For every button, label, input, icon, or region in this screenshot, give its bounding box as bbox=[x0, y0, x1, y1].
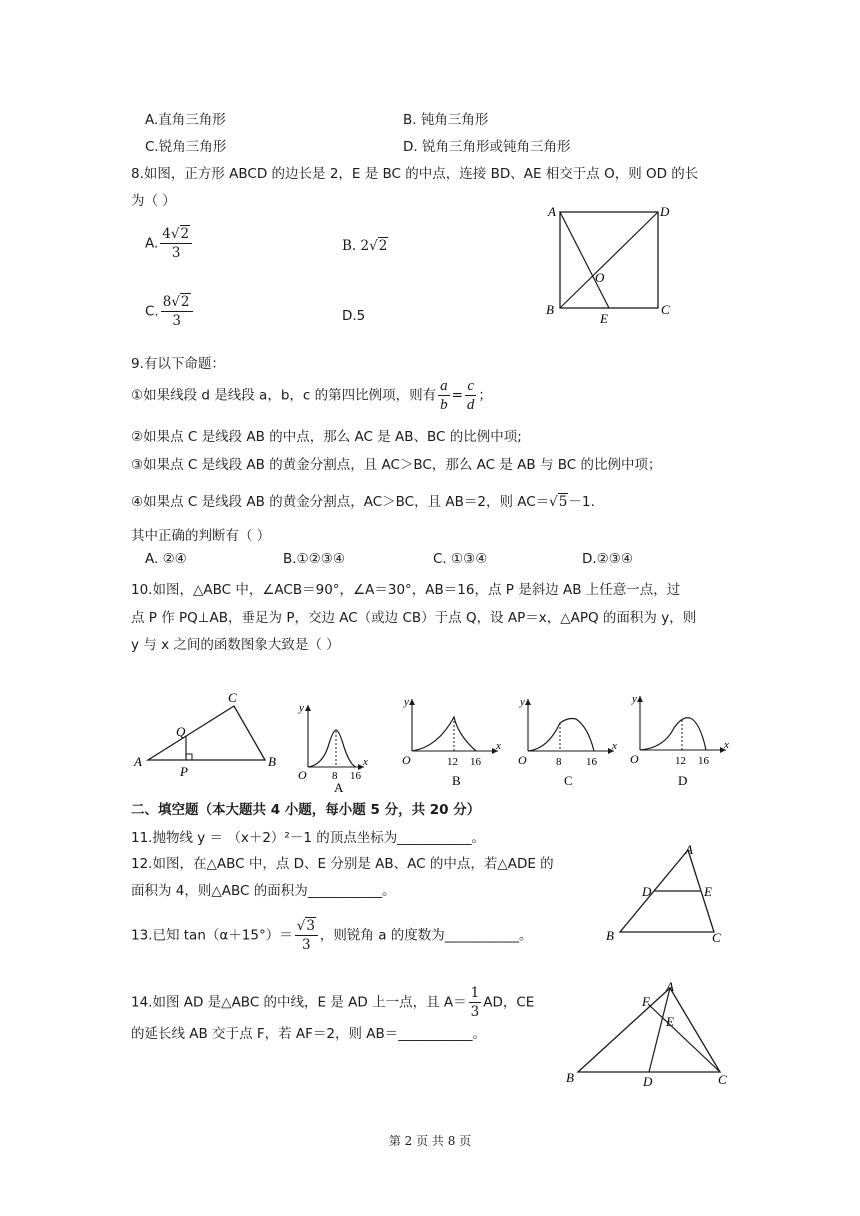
q12-label-e: E bbox=[704, 884, 712, 899]
q10-graph-d-label: D bbox=[678, 773, 688, 788]
q9-statement-1: ①如果线段 d 是线段 a，b，c 的第四比例项，则有 $\frac{a}{b}$ = $\frac{c}{d}$ ； bbox=[131, 378, 492, 413]
q8-label-e: E bbox=[600, 311, 608, 325]
q10-graph-b-y: y bbox=[404, 696, 409, 708]
q10-triangle-figure bbox=[130, 690, 280, 780]
q8-label-a: A bbox=[548, 204, 556, 219]
q12-label-d: D bbox=[642, 884, 652, 899]
q14-line1: 14.如图 AD 是△ABC 的中线，E 是 AD 上一点，且 A＝ $\frac{1}{3}$ AD，CE bbox=[131, 985, 535, 1020]
q10-tri-label-p: P bbox=[180, 764, 188, 779]
q7-option-a: A.直角三角形 bbox=[145, 112, 226, 128]
q12-label-a: A bbox=[685, 842, 693, 857]
q8-label-o: O bbox=[595, 270, 605, 285]
q14-label-d: D bbox=[643, 1074, 653, 1089]
q8-option-d: D.5 bbox=[342, 308, 366, 324]
q10-graph-d-tick1: 12 bbox=[675, 755, 686, 767]
q10-graph-c-label: C bbox=[564, 773, 573, 788]
q9-question: 其中正确的判断有（ ） bbox=[131, 528, 271, 544]
q10-graph-b-x: x bbox=[496, 740, 501, 752]
q9-option-d: D.②③④ bbox=[582, 551, 633, 567]
q10-graph-d-origin: O bbox=[630, 752, 639, 766]
q10-graph-b bbox=[398, 695, 508, 795]
q9-option-a: A. ②④ bbox=[145, 551, 187, 567]
q10-graph-b-tick1: 12 bbox=[447, 756, 458, 768]
q9-option-c: C. ①③④ bbox=[433, 551, 488, 567]
q14-label-f: F bbox=[642, 994, 650, 1009]
q14-label-e: E bbox=[666, 1014, 674, 1029]
q12-triangle-figure bbox=[600, 840, 730, 950]
q8-option-a: A. $\frac{4√2}{3}$ bbox=[145, 226, 194, 261]
q10-graph-d-tick2: 16 bbox=[698, 755, 709, 767]
q8-option-c: C. $\frac{8√2}{3}$ bbox=[145, 294, 195, 329]
q10-graph-a-y: y bbox=[299, 702, 304, 714]
q14-triangle-figure bbox=[560, 978, 730, 1090]
q12-line1: 12.如图，在△ABC 中，点 D、E 分别是 AB、AC 的中点，若△ADE 的 bbox=[131, 856, 554, 872]
q10-graph-c bbox=[514, 695, 624, 795]
q8-line2: 为（ ） bbox=[131, 193, 176, 209]
q10-graph-c-tick1: 8 bbox=[556, 756, 562, 768]
q10-graph-a-tick1: 8 bbox=[332, 770, 338, 782]
q7-option-d: D. 锐角三角形或钝角三角形 bbox=[403, 139, 571, 155]
q8-square-figure bbox=[540, 200, 680, 325]
q12-label-c: C bbox=[712, 930, 721, 945]
q10-graph-a-x: x bbox=[363, 756, 368, 768]
q10-line3: y 与 x 之间的函数图象大致是（ ） bbox=[131, 637, 340, 653]
q7-option-c: C.锐角三角形 bbox=[145, 139, 227, 155]
q10-graph-b-tick2: 16 bbox=[470, 756, 481, 768]
q14-label-c: C bbox=[718, 1072, 727, 1087]
q7-option-b: B. 钝角三角形 bbox=[403, 112, 489, 128]
q10-graph-d-y: y bbox=[632, 693, 637, 705]
q10-graph-b-label: B bbox=[452, 773, 461, 788]
q10-graph-a-label: A bbox=[334, 780, 344, 795]
q10-graph-c-tick2: 16 bbox=[586, 756, 597, 768]
q10-line2: 点 P 作 PQ⊥AB，垂足为 P，交边 AC（或边 CB）于点 Q，设 AP＝x，△APQ 的面积为 y，则 bbox=[131, 610, 697, 626]
q12-line2: 面积为 4，则△ABC 的面积为___________。 bbox=[131, 883, 396, 899]
q10-graph-d bbox=[626, 690, 736, 795]
q14-line2: 的延长线 AB 交于点 F，若 AF＝2，则 AB＝___________。 bbox=[131, 1026, 487, 1042]
q9-statement-3: ③如果点 C 是线段 AB 的黄金分割点，且 AC＞BC，那么 AC 是 AB 与 BC 的比例中项； bbox=[131, 457, 662, 473]
q13-text: 13.已知 tan（α＋15°）＝ $\frac{√3}{3}$ ，则锐角 a 的度数为___________。 bbox=[131, 918, 533, 953]
section2-heading: 二、填空题（本大题共 4 小题，每小题 5 分，共 20 分） bbox=[131, 802, 481, 818]
q14-label-a: A bbox=[666, 979, 674, 994]
q9-statement-2: ②如果点 C 是线段 AB 的中点，那么 AC 是 AB、BC 的比例中项; bbox=[131, 429, 522, 445]
page-footer: 第 2 页 共 8 页 bbox=[388, 1134, 472, 1148]
q12-label-b: B bbox=[606, 928, 614, 943]
q10-tri-label-b: B bbox=[268, 754, 276, 769]
q10-graph-d-x: x bbox=[724, 739, 729, 751]
q14-label-b: B bbox=[566, 1070, 574, 1085]
q11-text: 11.抛物线 y ＝ （x＋2）²－1 的顶点坐标为___________。 bbox=[131, 830, 485, 846]
q10-graph-c-x: x bbox=[612, 740, 617, 752]
q10-graph-c-origin: O bbox=[518, 753, 527, 767]
q10-graph-a-tick2: 16 bbox=[350, 770, 361, 782]
q10-tri-label-q: Q bbox=[176, 724, 186, 739]
q9-statement-4: ④如果点 C 是线段 AB 的黄金分割点，AC＞BC，且 AB＝2，则 AC＝√5－1. bbox=[131, 494, 595, 510]
q10-graph-b-origin: O bbox=[402, 753, 411, 767]
q10-line1: 10.如图，△ABC 中，∠ACB＝90°，∠A＝30°，AB＝16，点 P 是斜边 AB 上任意一点，过 bbox=[131, 582, 681, 598]
q10-graph-a bbox=[290, 695, 380, 795]
q8-line1: 8.如图，正方形 ABCD 的边长是 2，E 是 BC 的中点，连接 BD、AE 相交于点 O，则 OD 的长 bbox=[131, 166, 699, 182]
q8-label-c: C bbox=[661, 302, 670, 317]
q9-title: 9.有以下命题： bbox=[131, 356, 225, 372]
q8-label-d: D bbox=[660, 204, 670, 219]
q10-tri-label-a: A bbox=[134, 754, 142, 769]
q10-graph-c-y: y bbox=[520, 696, 525, 708]
q9-option-b: B.①②③④ bbox=[283, 551, 345, 567]
q8-label-b: B bbox=[546, 302, 554, 317]
q8-option-b: B. 2√2 bbox=[342, 238, 388, 254]
q10-graph-a-origin: O bbox=[298, 768, 307, 782]
q10-tri-label-c: C bbox=[228, 690, 237, 705]
